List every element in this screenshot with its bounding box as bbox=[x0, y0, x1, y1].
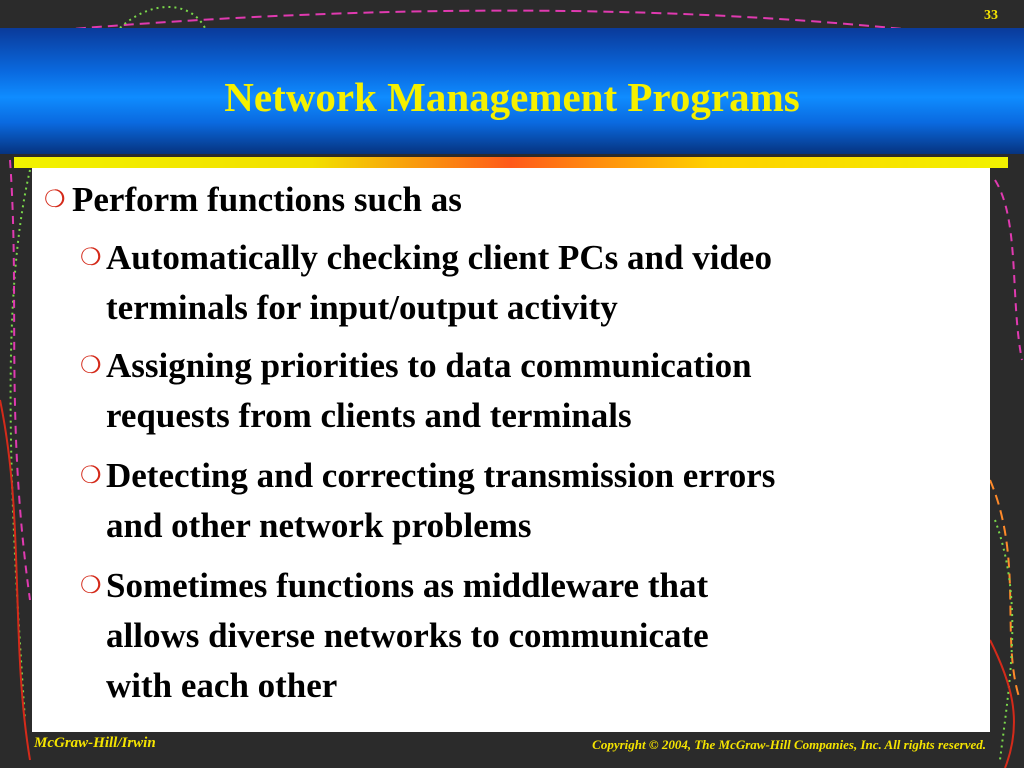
bullet-main-text: Perform functions such as bbox=[72, 180, 462, 219]
slide-title: Network Management Programs bbox=[224, 74, 800, 120]
sub-bullet bbox=[80, 450, 986, 554]
sub-bullet-line: requests from clients and terminals bbox=[106, 396, 632, 435]
bullet-main bbox=[44, 174, 672, 226]
decor-curve-right-green bbox=[995, 520, 1012, 760]
decor-curve-left-green bbox=[11, 170, 30, 720]
footer-publisher: McGraw-Hill/Irwin bbox=[34, 735, 156, 751]
footer-copyright: Copyright © 2004, The McGraw-Hill Companies, Inc. All rights reserved. bbox=[592, 737, 986, 752]
decor-curve-right-red bbox=[990, 640, 1014, 768]
sub-bullet bbox=[80, 560, 986, 716]
decor-curve-left-red bbox=[0, 400, 30, 760]
decor-curve-left-magenta bbox=[10, 160, 30, 600]
title-accent-bar bbox=[14, 157, 1008, 168]
sub-bullet-line: Assigning priorities to data communication bbox=[106, 346, 752, 385]
bullet-marker-icon: ❍ bbox=[80, 463, 102, 489]
sub-bullet-line: and other network problems bbox=[106, 506, 532, 545]
sub-bullet-line: with each other bbox=[106, 666, 338, 705]
decor-curve-right-orange bbox=[990, 480, 1020, 700]
decor-curve-right-magenta bbox=[995, 180, 1022, 360]
slide-content bbox=[32, 168, 990, 732]
sub-bullet bbox=[80, 232, 986, 336]
sub-bullet-line: Automatically checking client PCs and video bbox=[106, 238, 772, 277]
bullet-marker-icon: ❍ bbox=[80, 573, 102, 599]
sub-bullet-line: Sometimes functions as middleware that bbox=[106, 566, 709, 605]
sub-bullet bbox=[80, 340, 986, 444]
sub-bullet-line: allows diverse networks to communicate bbox=[106, 616, 709, 655]
bullet-marker-icon: ❍ bbox=[44, 187, 66, 213]
bullet-marker-icon: ❍ bbox=[80, 245, 102, 271]
slide-number: 33 bbox=[984, 8, 998, 23]
sub-bullet-line: Detecting and correcting transmission errors bbox=[106, 456, 776, 495]
bullet-marker-icon: ❍ bbox=[80, 353, 102, 379]
decor-curve-green bbox=[120, 7, 205, 28]
sub-bullet-line: terminals for input/output activity bbox=[106, 288, 618, 327]
